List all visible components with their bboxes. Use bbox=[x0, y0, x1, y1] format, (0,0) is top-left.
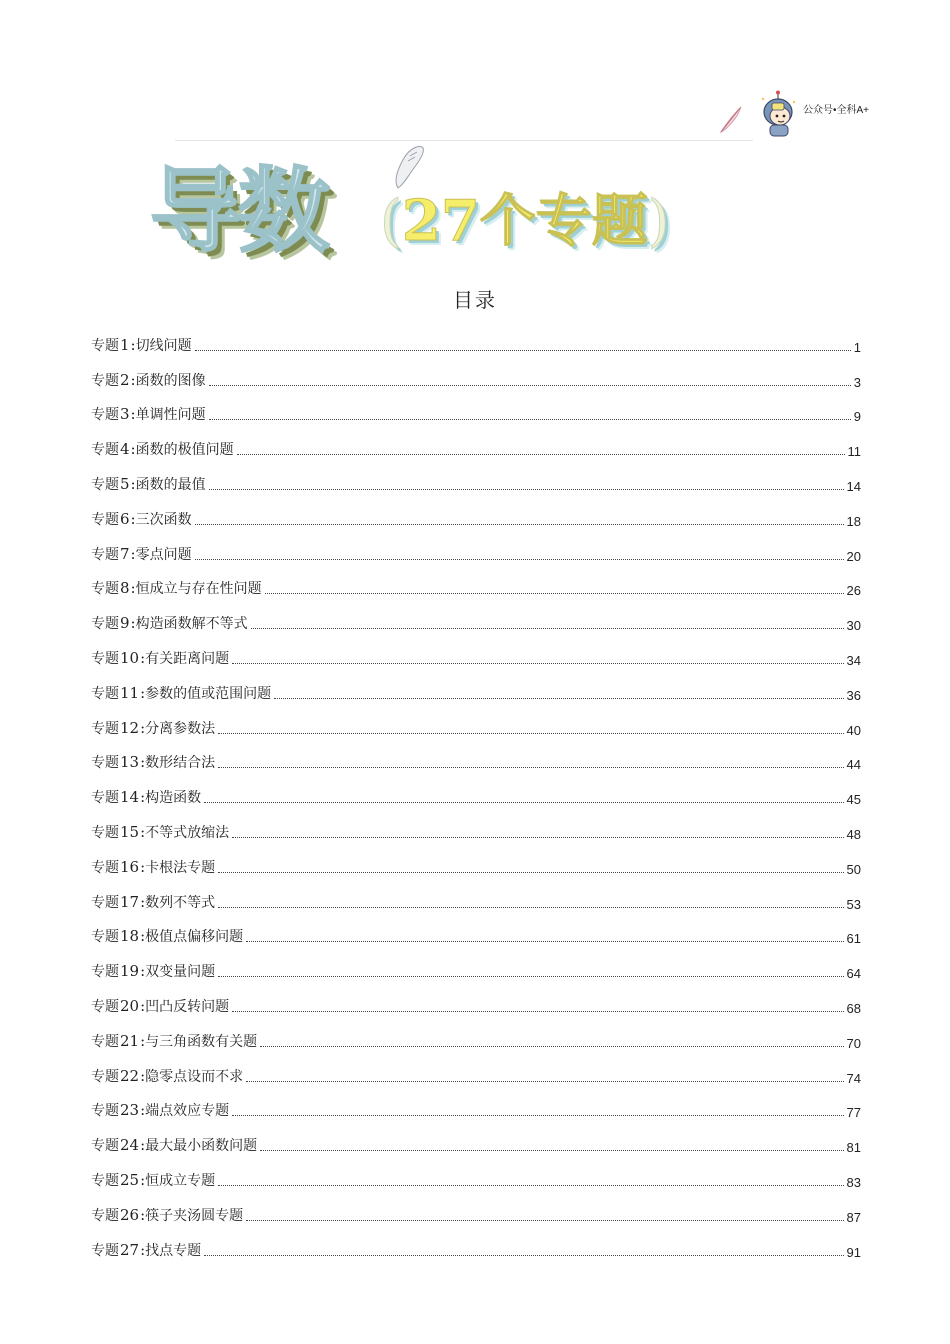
toc-entry[interactable] bbox=[91, 740, 861, 775]
toc-entry-page: 18 bbox=[846, 513, 861, 529]
toc-entry-prefix: 专题 bbox=[91, 1207, 119, 1224]
toc-entry-prefix: 专题 bbox=[91, 337, 119, 354]
toc-entry-prefix: 专题 bbox=[91, 998, 119, 1015]
toc-entry-page: 44 bbox=[846, 757, 861, 773]
toc-entry-label bbox=[91, 1135, 257, 1157]
toc-entry-prefix: 专题 bbox=[91, 1138, 119, 1155]
toc-entry-separator: : bbox=[140, 753, 146, 772]
toc-entry-page: 34 bbox=[846, 652, 861, 668]
toc-entry[interactable] bbox=[91, 914, 861, 949]
toc-entry-page: 45 bbox=[846, 792, 861, 808]
toc-entry-number: 17 bbox=[120, 892, 140, 911]
toc-entry[interactable] bbox=[91, 670, 861, 705]
brand-label: 公众号•全科A+ bbox=[803, 105, 870, 116]
toc-entry-title: 数列不等式 bbox=[145, 894, 216, 911]
toc-entry-prefix: 专题 bbox=[91, 476, 119, 493]
toc-entry-prefix: 专题 bbox=[91, 894, 119, 911]
toc-entry-separator: : bbox=[140, 1101, 146, 1120]
toc-entry-number: 5 bbox=[120, 474, 130, 493]
toc-entry-page: 61 bbox=[846, 931, 861, 947]
toc-entry-prefix: 专题 bbox=[91, 964, 119, 981]
toc-entry-number: 6 bbox=[120, 509, 130, 528]
toc-entry[interactable] bbox=[91, 809, 861, 844]
toc-entry-leader bbox=[251, 628, 844, 629]
toc-entry-number: 26 bbox=[120, 1205, 140, 1224]
toc-entry-leader bbox=[232, 837, 843, 838]
toc-entry-label bbox=[91, 857, 215, 879]
toc-entry-page: 70 bbox=[846, 1035, 861, 1051]
toc-entry-prefix: 专题 bbox=[91, 407, 119, 424]
toc-entry-title: 单调性问题 bbox=[135, 407, 206, 424]
paperclip-icon bbox=[390, 142, 426, 190]
toc-entry-label bbox=[91, 544, 192, 566]
toc-entry-separator: : bbox=[140, 822, 146, 841]
toc-entry-title: 零点问题 bbox=[135, 546, 192, 563]
toc-entry-label bbox=[91, 752, 215, 774]
toc-entry-page: 50 bbox=[846, 861, 861, 877]
toc-entry-number: 13 bbox=[120, 753, 140, 772]
toc-entry[interactable] bbox=[91, 1053, 861, 1088]
toc-entry-leader bbox=[195, 350, 851, 351]
toc-entry-label bbox=[91, 370, 206, 392]
toc-entry-separator: : bbox=[140, 1136, 146, 1155]
toc-entry-prefix: 专题 bbox=[91, 372, 119, 389]
toc-entry-leader bbox=[218, 872, 843, 873]
toc-entry-title: 三次函数 bbox=[135, 511, 192, 528]
toc-entry-leader bbox=[246, 1081, 843, 1082]
toc-entry-label bbox=[91, 961, 215, 983]
mascot-icon bbox=[756, 90, 800, 138]
toc-entry-number: 18 bbox=[120, 927, 140, 946]
toc-entry-leader bbox=[232, 1011, 843, 1012]
toc-entry-title: 端点效应专题 bbox=[145, 1103, 230, 1120]
toc-entry-page: 81 bbox=[846, 1140, 861, 1156]
toc-entry-page: 3 bbox=[853, 374, 861, 390]
toc-entry-prefix: 专题 bbox=[91, 755, 119, 772]
toc-entry-leader bbox=[209, 489, 844, 490]
toc-entry[interactable] bbox=[91, 1192, 861, 1227]
title-paren-open: ( bbox=[380, 189, 402, 254]
toc-entry-prefix: 专题 bbox=[91, 1172, 119, 1189]
toc-entry-title: 恒成立与存在性问题 bbox=[135, 581, 262, 598]
toc-entry-title: 极值点偏移问题 bbox=[145, 929, 244, 946]
toc-entry-title: 数形结合法 bbox=[145, 755, 216, 772]
toc-entry-page: 9 bbox=[853, 409, 861, 425]
toc-entry[interactable] bbox=[91, 1018, 861, 1053]
toc-entry-separator: : bbox=[140, 857, 146, 876]
toc-entry-separator: : bbox=[140, 648, 146, 667]
toc-entry-separator: : bbox=[140, 892, 146, 911]
toc-entry-page: 30 bbox=[846, 618, 861, 634]
toc-entry-page: 40 bbox=[846, 722, 861, 738]
toc-entry-label bbox=[91, 822, 229, 844]
toc-entry-leader bbox=[237, 454, 845, 455]
toc-entry-label bbox=[91, 613, 248, 635]
toc-entry-prefix: 专题 bbox=[91, 650, 119, 667]
toc-entry-prefix: 专题 bbox=[91, 859, 119, 876]
toc-entry-title: 恒成立专题 bbox=[145, 1172, 216, 1189]
toc-entry-leader bbox=[218, 767, 843, 768]
toc-entry-leader bbox=[195, 559, 844, 560]
toc-entry-title: 最大最小函数问题 bbox=[145, 1138, 258, 1155]
toc-entry-page: 83 bbox=[846, 1174, 861, 1190]
toc-entry-label bbox=[91, 578, 262, 600]
toc-entry-leader bbox=[218, 733, 843, 734]
toc-entry-leader bbox=[274, 698, 843, 699]
toc-entry-label bbox=[91, 509, 192, 531]
toc-entry[interactable] bbox=[91, 879, 861, 914]
toc-entry[interactable] bbox=[91, 392, 861, 427]
toc-entry-leader bbox=[209, 385, 851, 386]
toc-entry-label bbox=[91, 718, 215, 740]
toc-entry-title: 找点专题 bbox=[145, 1242, 202, 1259]
toc-entry-number: 16 bbox=[120, 857, 140, 876]
toc-entry-page: 1 bbox=[853, 339, 861, 355]
toc-heading: 目录 bbox=[453, 288, 497, 312]
toc-entry-title: 函数的极值问题 bbox=[135, 442, 234, 459]
toc-entry-label bbox=[91, 926, 243, 948]
toc-entry[interactable] bbox=[91, 1088, 861, 1123]
toc-entry-label bbox=[91, 474, 206, 496]
toc-entry[interactable] bbox=[91, 322, 861, 357]
toc-entry[interactable] bbox=[91, 461, 861, 496]
toc-entry-prefix: 专题 bbox=[91, 929, 119, 946]
toc-entry-label bbox=[91, 1205, 243, 1227]
toc-entry[interactable] bbox=[91, 635, 861, 670]
toc-entry-prefix: 专题 bbox=[91, 511, 119, 528]
toc-entry-leader bbox=[204, 802, 843, 803]
toc-entry-page: 64 bbox=[846, 966, 861, 982]
toc-entry-title: 有关距离问题 bbox=[145, 650, 230, 667]
toc-entry-prefix: 专题 bbox=[91, 616, 119, 633]
toc-entry-number: 21 bbox=[120, 1031, 140, 1050]
toc-entry[interactable] bbox=[91, 705, 861, 740]
toc-entry[interactable] bbox=[91, 357, 861, 392]
toc-entry-label bbox=[91, 404, 206, 426]
toc-entry-prefix: 专题 bbox=[91, 546, 119, 563]
toc-entry-prefix: 专题 bbox=[91, 1103, 119, 1120]
toc-entry-label bbox=[91, 787, 201, 809]
toc-entry-title: 函数的图像 bbox=[135, 372, 206, 389]
feather-icon bbox=[718, 104, 744, 134]
toc-entry-label bbox=[91, 1170, 215, 1192]
toc-entry-title: 凹凸反转问题 bbox=[145, 998, 230, 1015]
toc-entry-prefix: 专题 bbox=[91, 685, 119, 702]
title-paren-close: ) bbox=[647, 189, 670, 254]
toc-entry-label bbox=[91, 1240, 201, 1262]
toc-entry-title: 筷子夹汤圆专题 bbox=[145, 1207, 244, 1224]
toc-entry[interactable] bbox=[91, 496, 861, 531]
toc-entry-separator: : bbox=[140, 1170, 146, 1189]
toc-entry-number: 1 bbox=[120, 335, 130, 354]
toc-entry-separator: : bbox=[140, 788, 146, 807]
title-subtitle bbox=[380, 186, 670, 257]
toc-entry-page: 74 bbox=[846, 1070, 861, 1086]
toc-entry-title: 双变量问题 bbox=[145, 964, 216, 981]
toc-entry-title: 函数的最值 bbox=[135, 476, 206, 493]
toc-entry-separator: : bbox=[140, 1240, 146, 1259]
toc-entry-number: 12 bbox=[120, 718, 140, 737]
toc-entry-label bbox=[91, 335, 192, 357]
toc-entry-prefix: 专题 bbox=[91, 824, 119, 841]
toc-entry-number: 3 bbox=[120, 405, 130, 424]
toc-entry-page: 91 bbox=[846, 1244, 861, 1260]
toc-entry-title: 隐零点设而不求 bbox=[145, 1068, 244, 1085]
toc-entry-label bbox=[91, 648, 229, 670]
toc-entry-number: 10 bbox=[120, 648, 140, 667]
toc-entry-leader bbox=[209, 419, 851, 420]
toc-entry-label bbox=[91, 1031, 257, 1053]
toc-entry[interactable] bbox=[91, 844, 861, 879]
toc-entry-page: 53 bbox=[846, 896, 861, 912]
header-divider bbox=[175, 140, 753, 141]
toc-entry-number: 23 bbox=[120, 1101, 140, 1120]
toc-entry[interactable] bbox=[91, 1227, 861, 1262]
toc-entry[interactable] bbox=[91, 1157, 861, 1192]
toc-entry-leader bbox=[232, 1115, 843, 1116]
toc-entry-number: 27 bbox=[120, 1240, 140, 1259]
toc-entry-number: 19 bbox=[120, 962, 140, 981]
toc-entry-page: 48 bbox=[846, 826, 861, 842]
toc-entry-prefix: 专题 bbox=[91, 720, 119, 737]
toc-entry-number: 2 bbox=[120, 370, 130, 389]
toc-entry-separator: : bbox=[140, 718, 146, 737]
toc-entry-leader bbox=[195, 524, 844, 525]
toc-entry-separator: : bbox=[130, 579, 136, 598]
toc-entry-number: 7 bbox=[120, 544, 130, 563]
toc-entry[interactable] bbox=[91, 600, 861, 635]
document-title bbox=[150, 148, 800, 278]
toc-entry-page: 36 bbox=[846, 687, 861, 703]
toc-entry-separator: : bbox=[130, 370, 136, 389]
toc-entry-prefix: 专题 bbox=[91, 1242, 119, 1259]
toc-entry-number: 25 bbox=[120, 1170, 140, 1189]
toc-entry-separator: : bbox=[140, 927, 146, 946]
toc-entry-number: 22 bbox=[120, 1066, 140, 1085]
toc-entry-leader bbox=[265, 593, 844, 594]
toc-entry[interactable] bbox=[91, 983, 861, 1018]
table-of-contents bbox=[91, 322, 861, 1262]
toc-entry-page: 11 bbox=[847, 444, 861, 460]
toc-entry-label bbox=[91, 996, 229, 1018]
toc-entry-leader bbox=[218, 976, 843, 977]
toc-entry-leader bbox=[218, 1185, 843, 1186]
toc-entry-separator: : bbox=[130, 440, 136, 459]
toc-entry-number: 9 bbox=[120, 614, 130, 633]
toc-entry[interactable] bbox=[91, 774, 861, 809]
toc-entry-title: 分离参数法 bbox=[145, 720, 216, 737]
toc-entry-title: 与三角函数有关题 bbox=[145, 1033, 258, 1050]
title-main: 导数 bbox=[150, 158, 327, 265]
toc-entry-leader bbox=[218, 907, 843, 908]
toc-entry-separator: : bbox=[130, 614, 136, 633]
toc-entry-title: 切线问题 bbox=[135, 337, 192, 354]
toc-entry-separator: : bbox=[130, 335, 136, 354]
toc-entry-leader bbox=[232, 663, 843, 664]
toc-entry-separator: : bbox=[140, 683, 146, 702]
toc-entry-leader bbox=[260, 1046, 843, 1047]
toc-entry-title: 卡根法专题 bbox=[145, 859, 216, 876]
toc-entry-label bbox=[91, 683, 271, 705]
toc-entry-label bbox=[91, 439, 234, 461]
toc-entry-number: 11 bbox=[120, 683, 140, 702]
toc-entry-number: 4 bbox=[120, 440, 130, 459]
toc-entry-prefix: 专题 bbox=[91, 1033, 119, 1050]
toc-entry-separator: : bbox=[130, 509, 136, 528]
toc-entry-title: 参数的值或范围问题 bbox=[145, 685, 272, 702]
toc-entry-prefix: 专题 bbox=[91, 1068, 119, 1085]
toc-entry-title: 构造函数解不等式 bbox=[135, 616, 248, 633]
toc-entry-label bbox=[91, 892, 215, 914]
toc-entry-page: 77 bbox=[846, 1105, 861, 1121]
title-sub-text: 27个专题 bbox=[401, 188, 648, 254]
toc-entry-prefix: 专题 bbox=[91, 790, 119, 807]
toc-entry-leader bbox=[246, 941, 843, 942]
toc-entry[interactable] bbox=[91, 531, 861, 566]
toc-entry-label bbox=[91, 1100, 229, 1122]
toc-entry-leader bbox=[204, 1255, 843, 1256]
toc-entry-prefix: 专题 bbox=[91, 442, 119, 459]
toc-entry-leader bbox=[246, 1220, 843, 1221]
toc-entry-page: 14 bbox=[846, 478, 861, 494]
toc-entry-page: 26 bbox=[846, 583, 861, 599]
toc-entry-separator: : bbox=[140, 996, 146, 1015]
toc-entry-number: 8 bbox=[120, 579, 130, 598]
toc-entry-separator: : bbox=[130, 544, 136, 563]
toc-entry-separator: : bbox=[130, 405, 136, 424]
toc-entry[interactable] bbox=[91, 1122, 861, 1157]
toc-entry-leader bbox=[260, 1150, 843, 1151]
toc-entry-title: 构造函数 bbox=[145, 790, 202, 807]
toc-entry-number: 15 bbox=[120, 822, 140, 841]
toc-entry-number: 20 bbox=[120, 996, 140, 1015]
toc-entry[interactable] bbox=[91, 426, 861, 461]
toc-entry-prefix: 专题 bbox=[91, 581, 119, 598]
toc-entry[interactable] bbox=[91, 566, 861, 601]
toc-entry-separator: : bbox=[140, 962, 146, 981]
toc-entry-label bbox=[91, 1066, 243, 1088]
toc-entry-separator: : bbox=[130, 474, 136, 493]
toc-entry-page: 68 bbox=[846, 1000, 861, 1016]
toc-entry-number: 14 bbox=[120, 788, 140, 807]
toc-entry-separator: : bbox=[140, 1031, 146, 1050]
toc-entry-separator: : bbox=[140, 1066, 146, 1085]
toc-entry-page: 87 bbox=[846, 1209, 861, 1225]
toc-entry-title: 不等式放缩法 bbox=[145, 824, 230, 841]
toc-entry-separator: : bbox=[140, 1205, 146, 1224]
toc-entry-number: 24 bbox=[120, 1136, 140, 1155]
toc-entry[interactable] bbox=[91, 948, 861, 983]
toc-entry-page: 20 bbox=[846, 548, 861, 564]
